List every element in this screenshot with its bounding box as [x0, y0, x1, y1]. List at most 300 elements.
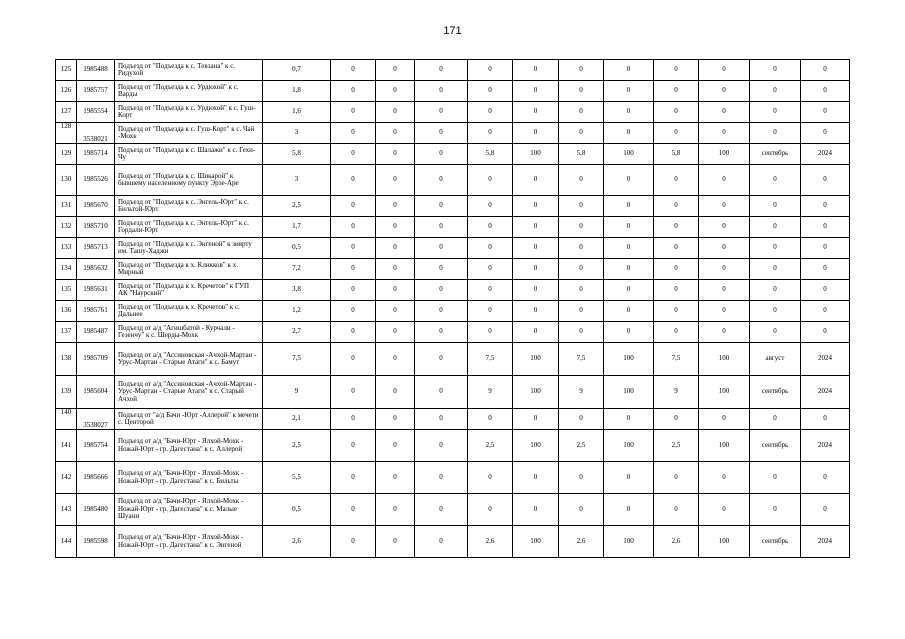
value-cell: 5,5: [263, 462, 331, 494]
value-cell: 0: [331, 280, 376, 301]
table-row: [56, 123, 850, 144]
row-number: 136: [56, 301, 77, 322]
road-code: 1985714: [77, 144, 115, 165]
value-cell: 1,8: [263, 81, 331, 102]
value-cell: 0: [654, 102, 699, 123]
value-cell: 0: [331, 217, 376, 238]
value-cell: 0: [513, 409, 559, 430]
value-cell: август: [750, 343, 801, 376]
value-cell: 7,2: [263, 259, 331, 280]
value-cell: 0: [604, 123, 654, 144]
value-cell: 0: [468, 409, 513, 430]
value-cell: сентябрь: [750, 526, 801, 558]
value-cell: 0: [331, 144, 376, 165]
value-cell: 2,6: [654, 526, 699, 558]
value-cell: 5,8: [654, 144, 699, 165]
value-cell: 0: [559, 165, 604, 196]
value-cell: 2024: [801, 430, 850, 462]
value-cell: 0: [750, 462, 801, 494]
road-code: 1985757: [77, 81, 115, 102]
road-code: 1985670: [77, 196, 115, 217]
value-cell: 0: [331, 376, 376, 409]
value-cell: 0: [415, 462, 468, 494]
road-code: 3538021: [77, 123, 115, 144]
road-code: 1985754: [77, 430, 115, 462]
value-cell: 0: [468, 259, 513, 280]
value-cell: сентябрь: [750, 144, 801, 165]
value-cell: 100: [699, 343, 750, 376]
value-cell: 0: [376, 409, 415, 430]
value-cell: 0: [513, 494, 559, 526]
table-row: [56, 144, 850, 165]
value-cell: 0: [331, 196, 376, 217]
value-cell: 0: [415, 343, 468, 376]
road-code: 1985480: [77, 494, 115, 526]
value-cell: 0: [513, 196, 559, 217]
road-name: Подъезд от "Подъезда к с. Шалажи" к с. Гехи-Чу: [115, 144, 263, 165]
road-name: Подъезд от "Подъезда к с. Гуш-Корт" к с. Чай -Мохк: [115, 123, 263, 144]
value-cell: 9: [468, 376, 513, 409]
value-cell: 0: [331, 165, 376, 196]
value-cell: 0: [331, 343, 376, 376]
value-cell: 0: [331, 102, 376, 123]
value-cell: 100: [513, 526, 559, 558]
value-cell: 0,5: [263, 238, 331, 259]
value-cell: 0: [654, 217, 699, 238]
road-code: 1985666: [77, 462, 115, 494]
value-cell: 0: [801, 165, 850, 196]
row-number: 138: [56, 343, 77, 376]
value-cell: 0: [376, 259, 415, 280]
value-cell: 0: [699, 123, 750, 144]
value-cell: 0: [801, 196, 850, 217]
value-cell: 0: [415, 238, 468, 259]
road-name: Подъезд от "Подъезда к с. Энгель-Юрт" к с. Гордали-Юрт: [115, 217, 263, 238]
value-cell: 0: [604, 462, 654, 494]
value-cell: 0: [801, 102, 850, 123]
table-row: [56, 462, 850, 494]
value-cell: 0: [559, 238, 604, 259]
row-number: 144: [56, 526, 77, 558]
value-cell: 0: [376, 462, 415, 494]
value-cell: 0: [415, 144, 468, 165]
value-cell: 1,2: [263, 301, 331, 322]
table-row: [56, 81, 850, 102]
value-cell: 2,5: [263, 196, 331, 217]
value-cell: 100: [604, 343, 654, 376]
value-cell: 0: [376, 60, 415, 81]
value-cell: 100: [699, 376, 750, 409]
value-cell: 0,5: [263, 494, 331, 526]
road-name: Подъезд от "Подъезда к х. Кликков" к х. Мирный: [115, 259, 263, 280]
value-cell: 5,8: [263, 144, 331, 165]
value-cell: 0: [801, 462, 850, 494]
value-cell: 0: [750, 165, 801, 196]
table-row: [56, 409, 850, 430]
road-name: Подъезд от а/д "Ассиновская -Ачхой-Мартан - Урус-Мартан - Старые Атаги" к с. Старый Ачхой: [115, 376, 263, 409]
road-name: Подъезд от "Подъезда к с. Урдюхой" к с. Варды: [115, 81, 263, 102]
row-number: 129: [56, 144, 77, 165]
value-cell: 0: [801, 409, 850, 430]
value-cell: 0: [699, 238, 750, 259]
value-cell: 0: [750, 409, 801, 430]
value-cell: 0: [654, 60, 699, 81]
value-cell: 2024: [801, 144, 850, 165]
value-cell: 0: [415, 81, 468, 102]
value-cell: 100: [699, 144, 750, 165]
value-cell: 0: [750, 196, 801, 217]
value-cell: 1,6: [263, 102, 331, 123]
value-cell: 0: [699, 217, 750, 238]
value-cell: 0: [699, 196, 750, 217]
row-number: 132: [56, 217, 77, 238]
value-cell: 0: [415, 123, 468, 144]
value-cell: 0: [415, 376, 468, 409]
road-code: 1985604: [77, 376, 115, 409]
value-cell: 0: [513, 301, 559, 322]
value-cell: 0: [513, 322, 559, 343]
value-cell: 0: [654, 81, 699, 102]
road-name: Подъезд от "Подъезда к х. Кречетов" к ГУП АК "Наурский": [115, 280, 263, 301]
value-cell: сентябрь: [750, 376, 801, 409]
road-code: 1985632: [77, 259, 115, 280]
value-cell: 0: [376, 526, 415, 558]
road-name: Подъезд от "Подъезда к с. Энгель-Юрт" к с. Бильтой-Юрт: [115, 196, 263, 217]
value-cell: 0: [415, 60, 468, 81]
value-cell: 2024: [801, 376, 850, 409]
value-cell: 0: [750, 301, 801, 322]
value-cell: 0: [604, 60, 654, 81]
value-cell: 0: [331, 60, 376, 81]
value-cell: 0: [415, 165, 468, 196]
value-cell: 0: [604, 409, 654, 430]
value-cell: 0: [801, 259, 850, 280]
value-cell: 0: [654, 494, 699, 526]
value-cell: сентябрь: [750, 430, 801, 462]
value-cell: 5,8: [468, 144, 513, 165]
value-cell: 0: [415, 301, 468, 322]
value-cell: 0: [801, 494, 850, 526]
row-number: 134: [56, 259, 77, 280]
row-number: 126: [56, 81, 77, 102]
row-number: 137: [56, 322, 77, 343]
value-cell: 2,5: [468, 430, 513, 462]
value-cell: 0: [604, 301, 654, 322]
road-name: Подъезд от а/д "Бачи-Юрт - Ялхой-Мохк - Ножай-Юрт - гр. Дагестана" к с. Аллерой: [115, 430, 263, 462]
row-number: 130: [56, 165, 77, 196]
value-cell: 0: [468, 81, 513, 102]
value-cell: 0: [559, 196, 604, 217]
value-cell: 0: [604, 196, 654, 217]
value-cell: 100: [699, 430, 750, 462]
value-cell: 0: [376, 81, 415, 102]
value-cell: 0: [750, 494, 801, 526]
value-cell: 0: [750, 238, 801, 259]
value-cell: 0: [415, 494, 468, 526]
value-cell: 7,5: [559, 343, 604, 376]
value-cell: 0: [415, 322, 468, 343]
value-cell: 100: [699, 526, 750, 558]
road-name: Подъезд от "Подъезда к с. Энгеной" к зиярту им. Ташу-Хаджи: [115, 238, 263, 259]
value-cell: 0: [559, 217, 604, 238]
value-cell: 3,8: [263, 280, 331, 301]
page-number: 171: [443, 25, 462, 37]
value-cell: 0: [801, 322, 850, 343]
value-cell: 7,5: [263, 343, 331, 376]
value-cell: 0: [331, 238, 376, 259]
value-cell: 0: [513, 165, 559, 196]
value-cell: 0: [604, 102, 654, 123]
value-cell: 0: [468, 322, 513, 343]
value-cell: 0: [750, 81, 801, 102]
table-row: [56, 322, 850, 343]
value-cell: 0: [331, 462, 376, 494]
table-row: [56, 259, 850, 280]
value-cell: 0: [801, 301, 850, 322]
value-cell: 0: [654, 196, 699, 217]
value-cell: 0: [750, 60, 801, 81]
value-cell: 0,7: [263, 60, 331, 81]
value-cell: 2024: [801, 526, 850, 558]
value-cell: 0: [604, 165, 654, 196]
value-cell: 0: [331, 301, 376, 322]
value-cell: 0: [376, 102, 415, 123]
value-cell: 2,7: [263, 322, 331, 343]
value-cell: 0: [559, 301, 604, 322]
value-cell: 0: [604, 238, 654, 259]
value-cell: 0: [415, 259, 468, 280]
table-row: [56, 60, 850, 81]
value-cell: 0: [801, 123, 850, 144]
value-cell: 0: [331, 123, 376, 144]
value-cell: 0: [376, 280, 415, 301]
value-cell: 0: [468, 494, 513, 526]
value-cell: 0: [468, 217, 513, 238]
value-cell: 0: [604, 280, 654, 301]
value-cell: 0: [654, 462, 699, 494]
road-name: Подъезд от "Подъезда к с. Шикарой" к бывшему населенному пункту Эрзе-Аре: [115, 165, 263, 196]
value-cell: 0: [654, 259, 699, 280]
value-cell: 0: [801, 60, 850, 81]
value-cell: 0: [654, 322, 699, 343]
value-cell: 2,6: [559, 526, 604, 558]
value-cell: 0: [750, 102, 801, 123]
value-cell: 0: [801, 81, 850, 102]
value-cell: 0: [654, 165, 699, 196]
value-cell: 0: [513, 60, 559, 81]
row-number: 128: [56, 123, 77, 144]
table-row: [56, 301, 850, 322]
value-cell: 0: [654, 301, 699, 322]
value-cell: 0: [376, 217, 415, 238]
road-code: 1985761: [77, 301, 115, 322]
road-code: 1985713: [77, 238, 115, 259]
value-cell: 0: [331, 409, 376, 430]
value-cell: 3: [263, 123, 331, 144]
road-code: 1985710: [77, 217, 115, 238]
value-cell: 0: [750, 259, 801, 280]
value-cell: 0: [513, 259, 559, 280]
value-cell: 9: [654, 376, 699, 409]
value-cell: 0: [376, 376, 415, 409]
road-name: Подъезд от "Подъезда к с. Урдюхой" к с. Гуш-Корт: [115, 102, 263, 123]
value-cell: 0: [699, 494, 750, 526]
value-cell: 0: [376, 322, 415, 343]
table-row: [56, 376, 850, 409]
value-cell: 0: [468, 60, 513, 81]
road-name: Подъезд от а/д "Бачи-Юрт - Ялхой-Мохк - Ножай-Юрт - гр. Дагестана" к с. Энгеной: [115, 526, 263, 558]
row-number: 140: [56, 409, 77, 430]
row-number: 133: [56, 238, 77, 259]
table-body: [56, 60, 850, 558]
value-cell: 0: [699, 81, 750, 102]
value-cell: 0: [331, 494, 376, 526]
value-cell: 0: [559, 102, 604, 123]
row-number: 131: [56, 196, 77, 217]
value-cell: 0: [513, 217, 559, 238]
table-row: [56, 343, 850, 376]
value-cell: 7,5: [468, 343, 513, 376]
value-cell: 0: [699, 165, 750, 196]
table-row: [56, 165, 850, 196]
value-cell: 0: [415, 430, 468, 462]
value-cell: 0: [376, 238, 415, 259]
value-cell: 3: [263, 165, 331, 196]
road-code: 1985487: [77, 322, 115, 343]
value-cell: 0: [513, 462, 559, 494]
value-cell: 0: [604, 259, 654, 280]
value-cell: 0: [801, 238, 850, 259]
value-cell: 0: [699, 259, 750, 280]
road-name: Подъезд от "Подъезда к х. Кречетов" к с. Дальнее: [115, 301, 263, 322]
road-code: 1985598: [77, 526, 115, 558]
road-name: Подъезд от а/д "Бачи-Юрт - Ялхой-Мохк - Ножай-Юрт - гр. Дагестана" к с. Бильты: [115, 462, 263, 494]
road-name: Подъезд от "Подъезда к с. Тевзана" к с. Ридухой: [115, 60, 263, 81]
value-cell: 0: [468, 123, 513, 144]
value-cell: 100: [604, 144, 654, 165]
value-cell: 0: [513, 81, 559, 102]
value-cell: 0: [331, 81, 376, 102]
table-row: [56, 238, 850, 259]
value-cell: 0: [750, 123, 801, 144]
value-cell: 0: [559, 280, 604, 301]
value-cell: 0: [750, 280, 801, 301]
value-cell: 0: [468, 280, 513, 301]
value-cell: 0: [376, 430, 415, 462]
row-number: 141: [56, 430, 77, 462]
value-cell: 0: [331, 322, 376, 343]
value-cell: 1,7: [263, 217, 331, 238]
value-cell: 0: [604, 81, 654, 102]
table-row: [56, 280, 850, 301]
value-cell: 0: [699, 102, 750, 123]
road-code: 1985709: [77, 343, 115, 376]
value-cell: 0: [699, 60, 750, 81]
value-cell: 2,5: [263, 430, 331, 462]
table-row: [56, 196, 850, 217]
value-cell: 0: [699, 409, 750, 430]
value-cell: 0: [750, 217, 801, 238]
value-cell: 0: [801, 280, 850, 301]
value-cell: 100: [604, 376, 654, 409]
value-cell: 100: [513, 376, 559, 409]
row-number: 125: [56, 60, 77, 81]
row-number: 142: [56, 462, 77, 494]
value-cell: 100: [604, 526, 654, 558]
value-cell: 0: [513, 123, 559, 144]
value-cell: 0: [468, 165, 513, 196]
value-cell: 0: [559, 322, 604, 343]
value-cell: 0: [559, 259, 604, 280]
row-number: 139: [56, 376, 77, 409]
value-cell: 0: [559, 409, 604, 430]
value-cell: 0: [513, 238, 559, 259]
value-cell: 2024: [801, 343, 850, 376]
road-code: 3538027: [77, 409, 115, 430]
value-cell: 0: [654, 123, 699, 144]
road-code: 1985526: [77, 165, 115, 196]
value-cell: 0: [376, 144, 415, 165]
value-cell: 2,1: [263, 409, 331, 430]
value-cell: 0: [559, 494, 604, 526]
value-cell: 100: [513, 343, 559, 376]
table-row: [56, 494, 850, 526]
value-cell: 0: [331, 430, 376, 462]
value-cell: 0: [559, 60, 604, 81]
value-cell: 2,5: [559, 430, 604, 462]
table-row: [56, 526, 850, 558]
value-cell: 0: [699, 462, 750, 494]
road-name: Подъезд от а/д "Ассиновская -Ачхой-Мартан - Урус-Мартан - Старые Атаги" к с. Бамут: [115, 343, 263, 376]
value-cell: 0: [559, 81, 604, 102]
table-row: [56, 217, 850, 238]
road-code: 1985554: [77, 102, 115, 123]
value-cell: 0: [604, 494, 654, 526]
value-cell: 0: [415, 196, 468, 217]
row-number: 127: [56, 102, 77, 123]
value-cell: 0: [801, 217, 850, 238]
value-cell: 0: [415, 102, 468, 123]
row-number: 135: [56, 280, 77, 301]
road-name: Подъезд от а/д "Бачи-Юрт - Ялхой-Мохк - Ножай-Юрт - гр. Дагестана" к с. Малые Шуани: [115, 494, 263, 526]
value-cell: 0: [376, 494, 415, 526]
road-name: Подъезд от а/д "Агишбатой - Курчали - Гезенчу" к с. Шерды-Мохк: [115, 322, 263, 343]
value-cell: 0: [604, 322, 654, 343]
value-cell: 0: [604, 217, 654, 238]
value-cell: 0: [376, 196, 415, 217]
value-cell: 0: [699, 301, 750, 322]
value-cell: 100: [513, 144, 559, 165]
value-cell: 0: [468, 238, 513, 259]
value-cell: 2,5: [654, 430, 699, 462]
value-cell: 0: [376, 123, 415, 144]
value-cell: 0: [331, 526, 376, 558]
value-cell: 2,6: [468, 526, 513, 558]
value-cell: 0: [699, 322, 750, 343]
value-cell: 5,8: [559, 144, 604, 165]
value-cell: 0: [559, 123, 604, 144]
road-name: Подъезд от "а/д Бачи -Юрт -Аллерой" к мечети с. Центорой: [115, 409, 263, 430]
value-cell: 0: [654, 238, 699, 259]
value-cell: 0: [415, 217, 468, 238]
value-cell: 0: [376, 343, 415, 376]
value-cell: 0: [415, 280, 468, 301]
value-cell: 0: [376, 165, 415, 196]
value-cell: 9: [263, 376, 331, 409]
roads-table: [55, 59, 850, 558]
value-cell: 0: [468, 462, 513, 494]
value-cell: 0: [513, 280, 559, 301]
